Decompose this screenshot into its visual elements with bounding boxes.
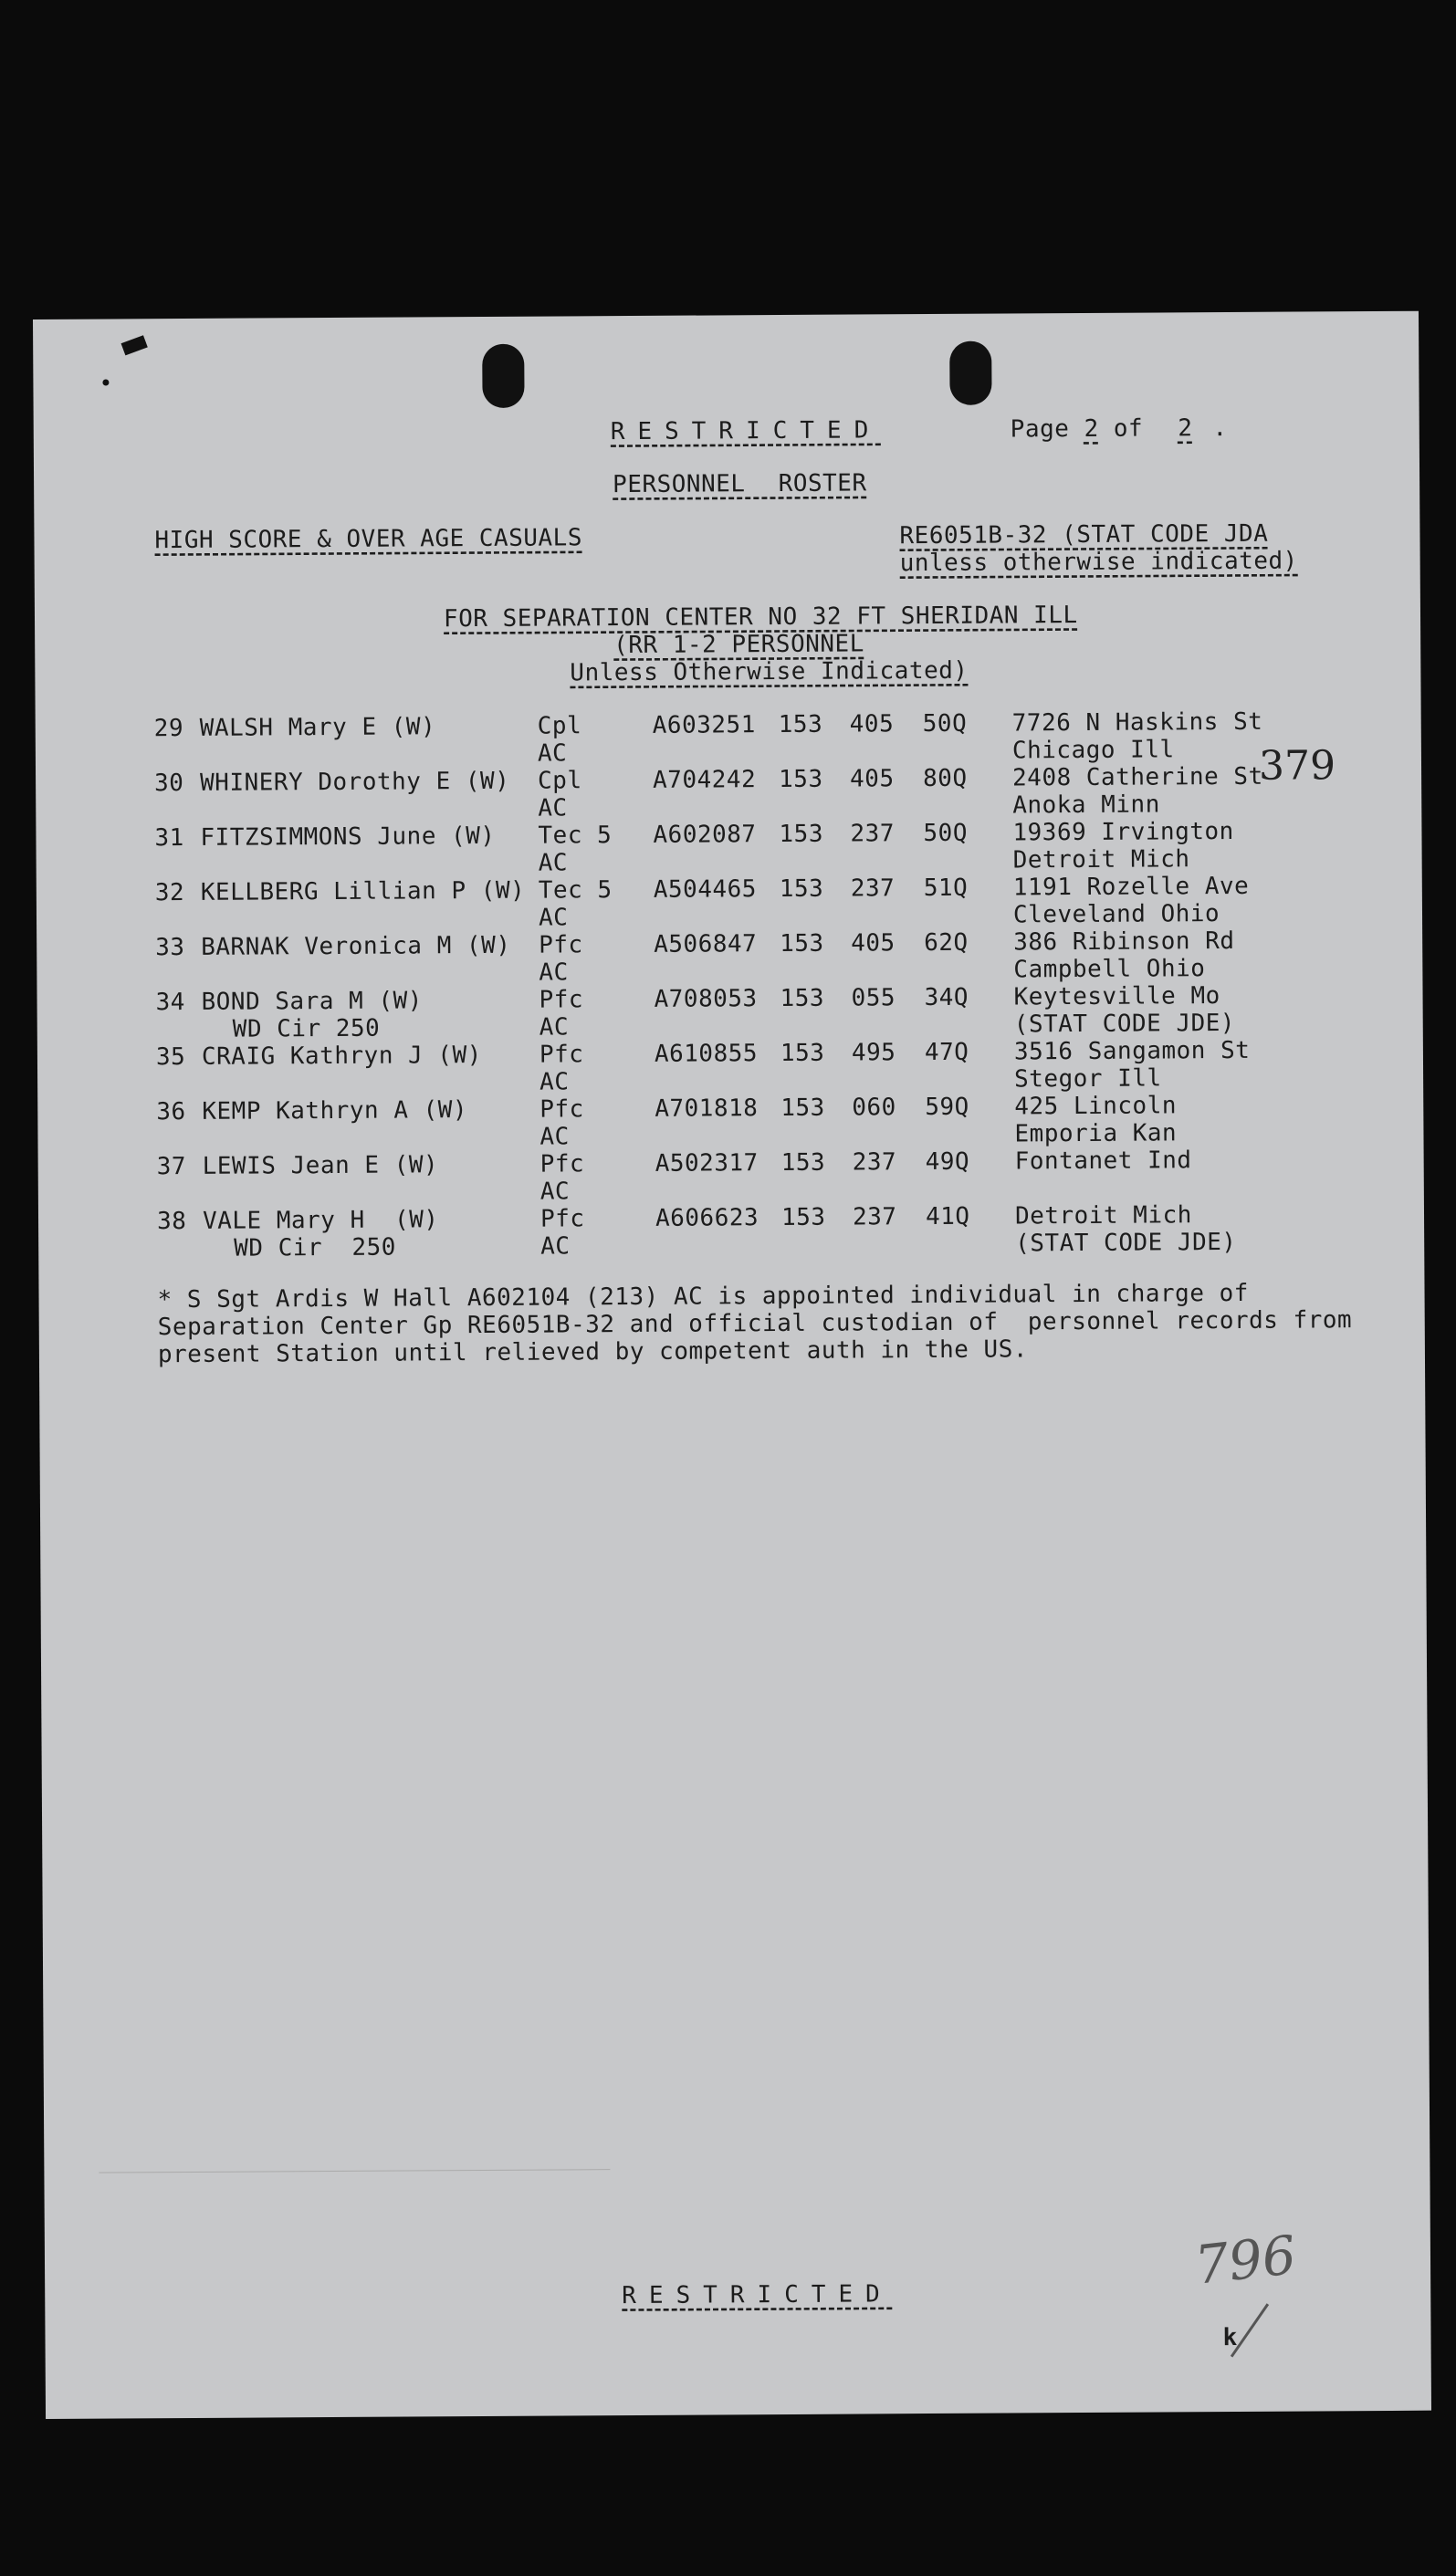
entry-note: WD Cir 250 <box>232 1014 381 1043</box>
entry-serial: A708053 <box>654 985 758 1013</box>
entry-address-line1: Detroit Mich <box>1014 1201 1192 1230</box>
entry-address-line2: Chicago Ill <box>1011 736 1175 765</box>
entry-number: 34 <box>155 988 185 1017</box>
entry-address-line1: 3516 Sangamon St <box>1013 1036 1251 1066</box>
entry-number: 32 <box>154 878 185 907</box>
punch-hole-left <box>482 344 524 408</box>
entry-name: BOND Sara M (W) <box>201 987 423 1016</box>
entry-address-line2: Campbell Ohio <box>1013 955 1206 984</box>
entry-serial: A502317 <box>655 1149 759 1178</box>
entry-address-line2: Stegor Ill <box>1014 1064 1162 1094</box>
stamped-number: 379 <box>1258 742 1336 790</box>
entry-serial: A610855 <box>654 1040 759 1068</box>
entry-code3: 50Q <box>923 819 969 848</box>
roster-title: PERSONNEL ROSTER <box>613 469 867 499</box>
entry-code3: 59Q <box>925 1093 969 1122</box>
page-of-label: of <box>1113 414 1144 443</box>
entry-code3: 80Q <box>922 764 968 793</box>
restricted-header: RESTRICTED <box>610 416 882 446</box>
page-number: 2 <box>1084 414 1099 443</box>
entry-address-line2: (STAT CODE JDE) <box>1013 1009 1236 1039</box>
entry-rank: Pfc <box>539 1095 584 1124</box>
entry-code2: 055 <box>851 984 896 1012</box>
entry-address-line1: 386 Ribinson Rd <box>1013 927 1235 957</box>
entry-code3: 49Q <box>925 1147 970 1177</box>
entry-address-line1: 7726 N Haskins St <box>1011 707 1263 738</box>
entry-branch: AC <box>539 958 569 987</box>
entry-serial: A603251 <box>652 711 756 739</box>
entry-address-line1: 1191 Rozelle Ave <box>1012 872 1250 902</box>
entry-branch: AC <box>537 739 568 768</box>
entry-rank: Pfc <box>539 1041 584 1069</box>
entry-address-line2: Anoka Minn <box>1012 791 1160 820</box>
entry-rank: Cpl <box>538 767 582 795</box>
entry-serial: A701818 <box>655 1094 759 1123</box>
entry-code1: 153 <box>780 1148 826 1178</box>
entry-rank: Pfc <box>539 931 583 959</box>
entry-number: 36 <box>156 1097 186 1126</box>
entry-code1: 153 <box>780 1039 825 1068</box>
entry-code1: 153 <box>779 820 824 849</box>
entry-address-line1: Fontanet Ind <box>1014 1147 1192 1176</box>
roster-category: HIGH SCORE & OVER AGE CASUALS <box>154 524 583 555</box>
entry-rank: Pfc <box>539 1205 585 1233</box>
entry-code3: 41Q <box>925 1202 970 1231</box>
entry-branch: AC <box>538 794 568 822</box>
entry-rank: Tec 5 <box>538 876 613 905</box>
page-total: 2 <box>1178 414 1193 443</box>
entry-code3: 50Q <box>922 709 968 738</box>
entry-code3: 47Q <box>924 1038 969 1067</box>
entry-branch: AC <box>538 849 569 877</box>
entry-rank: Pfc <box>539 986 584 1014</box>
entry-code2: 237 <box>850 874 896 903</box>
entry-branch: AC <box>539 1123 570 1151</box>
entry-number: 30 <box>154 769 184 798</box>
footnote-line1: * S Sgt Ardis W Hall A602104 (213) AC is appointed individual in charge of <box>157 1279 1249 1314</box>
entry-address-line1: 425 Lincoln <box>1014 1092 1178 1121</box>
ink-dot <box>102 379 109 385</box>
entry-code2: 060 <box>852 1094 896 1122</box>
entry-serial: A506847 <box>654 930 758 958</box>
entry-code1: 153 <box>778 710 823 739</box>
footnote-line3: present Station until relieved by competent auth in the US. <box>157 1335 1029 1369</box>
destination-line2: (RR 1-2 PERSONNEL <box>613 630 864 660</box>
entry-address-line1: Keytesville Mo <box>1013 982 1220 1011</box>
entry-number: 38 <box>156 1207 187 1236</box>
entry-number: 33 <box>155 933 185 962</box>
entry-number: 37 <box>156 1152 187 1181</box>
entry-code3: 51Q <box>923 874 969 903</box>
unit-code-line1: RE6051B-32 (STAT CODE JDA <box>899 519 1269 550</box>
page-indicator: Page 2 of 2 . <box>1010 414 1228 444</box>
entry-branch: AC <box>539 1178 571 1206</box>
entry-code1: 153 <box>780 1203 826 1232</box>
unit-code-line2: unless otherwise indicated) <box>899 547 1298 578</box>
entry-number: 29 <box>153 715 184 743</box>
entry-number: 35 <box>155 1042 186 1072</box>
entry-address-line1: 19369 Irvington <box>1012 817 1234 847</box>
entry-code2: 405 <box>850 765 895 793</box>
entry-address-line2: (STAT CODE JDE) <box>1015 1228 1237 1258</box>
entry-code1: 153 <box>780 984 825 1013</box>
entry-code2: 495 <box>851 1039 896 1067</box>
punch-hole-right <box>949 341 991 405</box>
entry-branch: AC <box>540 1232 571 1261</box>
entry-code1: 153 <box>780 929 824 958</box>
entry-branch: AC <box>539 1013 570 1042</box>
entry-address-line2: Cleveland Ohio <box>1012 900 1220 929</box>
destination-line1: FOR SEPARATION CENTER NO 32 FT SHERIDAN ILL <box>443 602 1078 634</box>
entry-serial: A606623 <box>655 1204 759 1232</box>
entry-name: VALE Mary H (W) <box>202 1206 439 1235</box>
entry-name: WALSH Mary E (W) <box>199 713 436 742</box>
ink-blot <box>121 335 148 355</box>
entry-code1: 153 <box>779 765 823 794</box>
entry-name: LEWIS Jean E (W) <box>202 1151 439 1180</box>
entry-code2: 237 <box>852 1148 897 1177</box>
entry-code3: 62Q <box>924 928 969 958</box>
handwritten-number: 796 <box>1191 2224 1300 2297</box>
restricted-footer: RESTRICTED <box>622 2280 893 2310</box>
entry-code1: 153 <box>780 1094 825 1123</box>
entry-rank: Tec 5 <box>538 822 613 850</box>
entry-branch: AC <box>539 1068 570 1096</box>
entry-code3: 34Q <box>924 983 969 1012</box>
entry-serial: A704242 <box>653 766 757 794</box>
entry-serial: A602087 <box>653 821 757 849</box>
entry-code2: 405 <box>851 929 896 958</box>
entry-branch: AC <box>538 904 569 932</box>
entry-name: CRAIG Kathryn J (W) <box>201 1042 482 1071</box>
document-page <box>33 311 1431 2419</box>
page-label: Page <box>1010 415 1070 444</box>
entry-address-line2: Emporia Kan <box>1014 1119 1178 1148</box>
entry-code2: 237 <box>850 820 896 848</box>
entry-rank: Cpl <box>537 712 582 740</box>
entry-name: WHINERY Dorothy E (W) <box>200 767 510 797</box>
entry-code2: 237 <box>852 1203 897 1231</box>
handwritten-initial: k <box>1222 2323 1238 2352</box>
entry-name: FITZSIMMONS June (W) <box>200 822 496 852</box>
entry-number: 31 <box>154 823 184 853</box>
entry-name: KEMP Kathryn A (W) <box>202 1096 468 1126</box>
entry-rank: Pfc <box>539 1150 585 1178</box>
entry-code2: 405 <box>849 710 895 738</box>
footnote-line2: Separation Center Gp RE6051B-32 and official custodian of personnel records from <box>157 1306 1353 1342</box>
entry-address-line2: Detroit Mich <box>1012 845 1190 874</box>
destination-line3: Unless Otherwise Indicated) <box>570 656 969 687</box>
entry-name: KELLBERG Lillian P (W) <box>200 876 526 906</box>
entry-serial: A504465 <box>653 875 757 904</box>
entry-address-line1: 2408 Catherine St <box>1011 762 1263 792</box>
entry-name: BARNAK Veronica M (W) <box>201 931 511 961</box>
entry-note: WD Cir 250 <box>234 1233 396 1262</box>
entry-code1: 153 <box>779 874 824 904</box>
faint-line <box>99 2169 610 2173</box>
